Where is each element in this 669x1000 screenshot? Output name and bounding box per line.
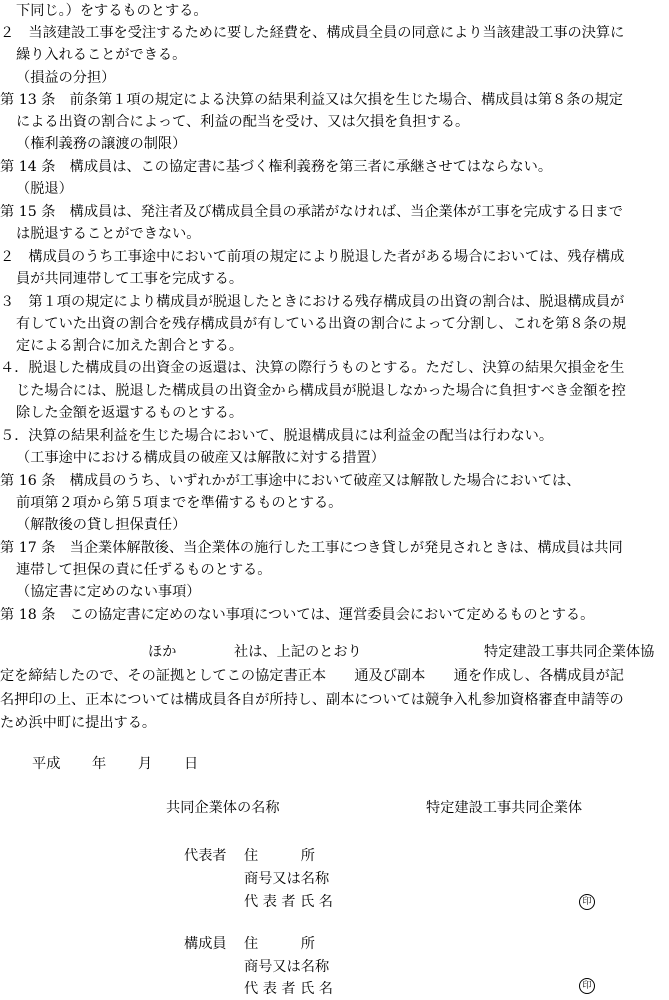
article-line: ５．決算の結果利益を生じた場合において、脱退構成員には利益金の配当は行わない。 xyxy=(0,428,554,444)
date-era: 平成 xyxy=(32,756,61,772)
date-day: 日 xyxy=(184,756,199,772)
member-person-label: 代 表 者 氏 名 xyxy=(244,981,333,997)
article-line: 前項第２項から第５項までを準備するものとする。 xyxy=(16,495,343,511)
article-line: （工事途中における構成員の破産又は解散に対する措置） xyxy=(16,450,385,466)
article-line: （解散後の貸し担保責任） xyxy=(16,517,187,533)
article-line: ２ 当該建設工事を受注するために要した経費を、構成員全員の同意により当該建設工事の決算に xyxy=(0,25,625,41)
article-line: は脱退することができない。 xyxy=(16,226,201,242)
article-line: 有していた出資の割合を残存構成員が有している出資の割合によって分割し、これを第８条の規 xyxy=(16,316,627,332)
rep-person-label: 代 表 者 氏 名 xyxy=(244,894,333,910)
closing-sha: 社は、上記のとおり xyxy=(234,644,362,660)
closing-hoka: ほか xyxy=(148,644,177,660)
article-line: じた場合には、脱退した構成員の出資金から構成員が脱退しなかった場合に負担すべき金額を控 xyxy=(16,383,626,399)
rep-address-label: 住 所 xyxy=(244,848,315,864)
closing-line-3: 名押印の上、正本については構成員各自が所持し、副本については競争入札参加資格審査申請等の xyxy=(0,692,624,708)
rep-seal-mark: 印 xyxy=(579,894,595,910)
jv-label: 共同企業体の名称 xyxy=(166,800,280,816)
article-line: （脱退） xyxy=(16,181,73,197)
date-month: 月 xyxy=(138,756,153,772)
article-line: 第 18 条 この協定書に定めのない事項については、運営委員会において定めるものとする。 xyxy=(0,607,595,623)
member-address-label: 住 所 xyxy=(244,936,315,952)
closing-jv-name: 特定建設工事共同企業体協 xyxy=(484,644,655,660)
jv-value: 特定建設工事共同企業体 xyxy=(426,800,583,816)
article-line: 第 15 条 構成員は、発注者及び構成員全員の承諾がなければ、当企業体が工事を完成する日まで xyxy=(0,204,623,220)
rep-role: 代表者 xyxy=(184,848,227,864)
article-line: 繰り入れることができる。 xyxy=(16,47,187,63)
article-line: （協定書に定めのない事項） xyxy=(16,584,201,600)
member-trade-name-label: 商号又は名称 xyxy=(244,959,330,975)
article-line: による出資の割合によって、利益の配当を受け、又は欠損を負担する。 xyxy=(16,114,470,130)
article-line: （損益の分担） xyxy=(16,70,116,86)
article-line: 除した金額を返還するものとする。 xyxy=(16,405,244,421)
article-line: ２ 構成員のうち工事途中において前項の規定により脱退した者がある場合においては、残存構成 xyxy=(0,249,625,265)
article-line: 定による割合に加えた割合とする。 xyxy=(16,338,244,354)
article-line: 第 14 条 構成員は、この協定書に基づく権利義務を第三者に承継させてはならない。 xyxy=(0,159,553,175)
member-role: 構成員 xyxy=(184,936,227,952)
article-line: ３ 第１項の規定により構成員が脱退したときにおける残存構成員の出資の割合は、脱退構成員が xyxy=(0,294,625,310)
closing-line-2: 定を締結したので、その証拠としてこの協定書正本 通及び副本 通を作成し、各構成員が記 xyxy=(0,668,624,684)
article-line: 第 17 条 当企業体解散後、当企業体の施行した工事につき貸しが発見されときは、構成員は共同 xyxy=(0,540,623,556)
article-line: （権利義務の譲渡の制限） xyxy=(16,136,187,152)
article-line: 下同じ。）をするものとする。 xyxy=(16,3,208,19)
member-seal-mark: 印 xyxy=(579,978,595,994)
closing-line-4: ため浜中町に提出する。 xyxy=(0,715,157,731)
article-line: 第 13 条 前条第１項の規定による決算の結果利益又は欠損を生じた場合、構成員は第８条の規定 xyxy=(0,92,623,108)
article-line: ４．脱退した構成員の出資金の返還は、決算の際行うものとする。ただし、決算の結果欠損金を生 xyxy=(0,360,625,376)
article-line: 連帯して担保の責に任ずるものとする。 xyxy=(16,562,272,578)
article-line: 員が共同連帯して工事を完成する。 xyxy=(16,271,244,287)
article-line: 第 16 条 構成員のうち、いずれかが工事途中において破産又は解散した場合においては、 xyxy=(0,473,581,489)
date-year: 年 xyxy=(92,756,107,772)
rep-trade-name-label: 商号又は名称 xyxy=(244,871,330,887)
